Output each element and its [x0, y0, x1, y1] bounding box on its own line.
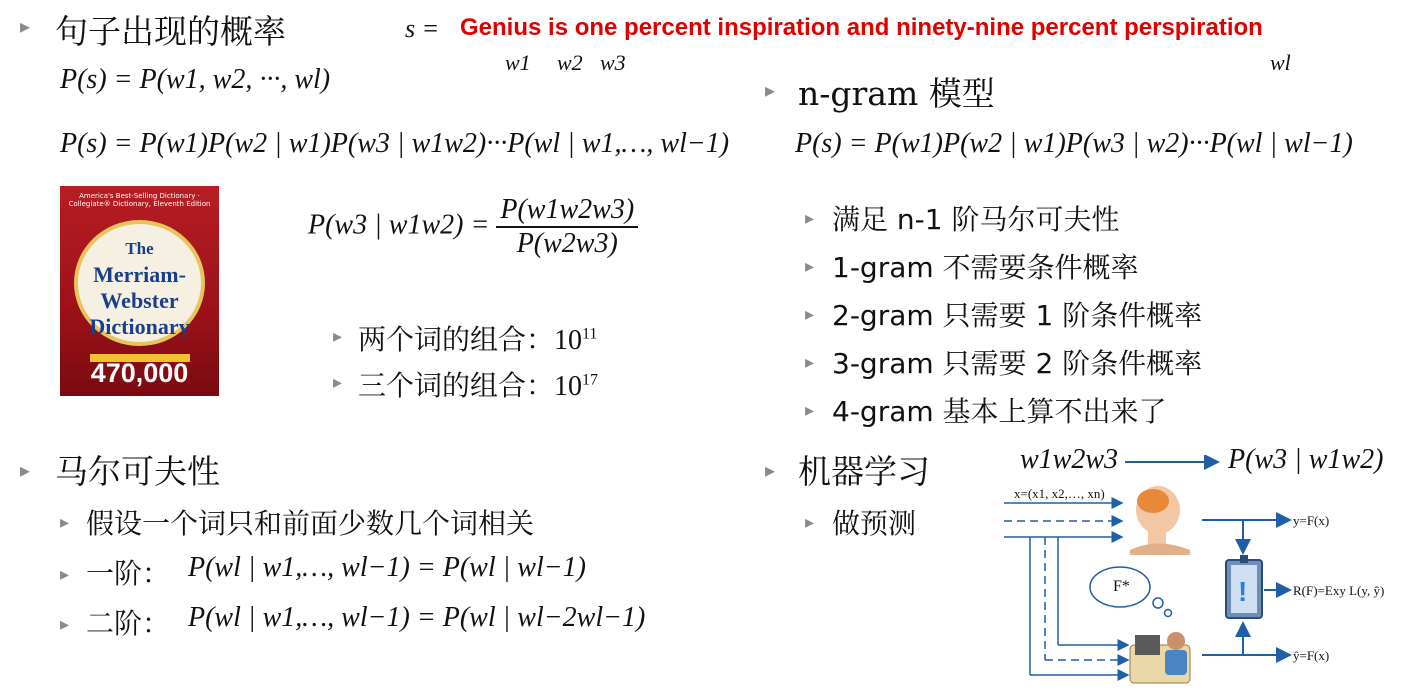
combo-label: 三个词的组合： — [358, 369, 555, 402]
bullet-icon: ▸ — [765, 458, 776, 482]
ml-item: 做预测 — [832, 507, 917, 540]
sentence-var: s = — [405, 14, 440, 43]
book-title-line: Dictionary — [89, 314, 190, 339]
ngram-item: 3-gram 只需要 2 阶条件概率 — [832, 347, 1203, 380]
brain-head-icon — [1130, 486, 1190, 555]
ngram-item: 2-gram 只需要 1 阶条件概率 — [832, 299, 1203, 332]
bullet-icon: ▸ — [805, 512, 815, 533]
fraction-denominator: P(w2w3) — [516, 228, 618, 259]
ml-output: P(w3 | w1w2) — [1228, 444, 1384, 475]
combo-exp: 17 — [582, 371, 599, 389]
markov-item-label: 一阶： — [86, 557, 171, 590]
word-count: 470,000 — [90, 358, 189, 388]
ngram-item: 1-gram 不需要条件概率 — [832, 251, 1139, 284]
markov-item-label: 二阶： — [86, 607, 171, 640]
markov-title: 马尔可夫性 — [55, 452, 220, 491]
ngram-title: n-gram 模型 — [798, 74, 995, 113]
word-label-w1: w1 — [505, 50, 531, 75]
diagram-fstar-label: F* — [1113, 578, 1130, 595]
svg-text:!: ! — [1238, 576, 1248, 607]
combo-label: 两个词的组合： — [358, 323, 555, 356]
fraction — [496, 194, 638, 260]
book-title-line: The — [125, 239, 154, 258]
book-title-line: Merriam- — [93, 262, 186, 287]
combo-base: 10 — [554, 371, 583, 402]
word-label-w3: w3 — [600, 50, 626, 75]
bullet-icon: ▸ — [60, 614, 70, 635]
combo-three — [358, 364, 598, 404]
eq-first-order: P(wl | w1,…, wl−1) = P(wl | wl−1) — [188, 552, 586, 583]
dictionary-image — [60, 186, 219, 396]
bullet-icon: ▸ — [20, 14, 31, 38]
ngram-item: 满足 n-1 阶马尔可夫性 — [832, 203, 1120, 236]
eq-chain-rule: P(s) = P(w1)P(w2 | w1)P(w3 | w1w2)···P(wl | w1,…, wl−1) — [60, 128, 730, 159]
bullet-icon: ▸ — [60, 512, 70, 533]
diagram-yhat-label: ŷ=F(x) — [1293, 648, 1330, 663]
word-label-wl: wl — [1270, 50, 1291, 75]
eq-second-order: P(wl | w1,…, wl−1) = P(wl | wl−2wl−1) — [188, 602, 646, 633]
eq-cond-lhs: P(w3 | w1w2) = — [308, 209, 490, 241]
bullet-icon: ▸ — [805, 256, 815, 277]
book-title-oval — [74, 220, 205, 346]
ml-input: w1w2w3 — [1020, 444, 1119, 475]
person-computer-icon — [1130, 632, 1190, 683]
word-label-w2: w2 — [557, 50, 583, 75]
combo-exp: 11 — [582, 325, 598, 343]
thought-bubble-icon — [1090, 567, 1172, 617]
example-sentence: Genius is one percent inspiration and ninety-nine percent perspiration — [460, 14, 1263, 41]
bullet-icon: ▸ — [805, 304, 815, 325]
bullet-icon: ▸ — [805, 352, 815, 373]
bullet-icon: ▸ — [805, 208, 815, 229]
diagram-x-label: x=(x1, x2,…, xn) — [1014, 486, 1105, 501]
ml-title: 机器学习 — [798, 452, 930, 491]
section-title: 句子出现的概率 — [55, 12, 286, 51]
eq-bigram: P(s) = P(w1)P(w2 | w1)P(w3 | w2)···P(wl | wl−1) — [795, 128, 1353, 159]
bullet-icon: ▸ — [333, 326, 343, 347]
combo-base: 10 — [554, 325, 583, 356]
book-title-line: Webster — [100, 288, 179, 313]
eq-conditional — [308, 194, 638, 260]
bullet-icon: ▸ — [20, 458, 31, 482]
ngram-item: 4-gram 基本上算不出来了 — [832, 395, 1167, 428]
bullet-icon: ▸ — [805, 400, 815, 421]
combo-two — [358, 318, 597, 358]
eq-joint: P(s) = P(w1, w2, ···, wl) — [60, 64, 331, 95]
book-small-text: America's Best-Selling Dictionary · Collegiate® Dictionary, Eleventh Edition — [68, 192, 211, 208]
bullet-icon: ▸ — [60, 564, 70, 585]
bullet-icon: ▸ — [333, 372, 343, 393]
diagram-risk-label: R(F)=Exy L(y, ŷ) — [1293, 583, 1385, 598]
markov-item: 假设一个词只和前面少数几个词相关 — [86, 507, 535, 540]
fraction-numerator: P(w1w2w3) — [496, 194, 638, 228]
diagram-y-label: y=F(x) — [1293, 513, 1330, 528]
bullet-icon: ▸ — [765, 78, 776, 102]
clipboard-icon — [1226, 555, 1262, 618]
